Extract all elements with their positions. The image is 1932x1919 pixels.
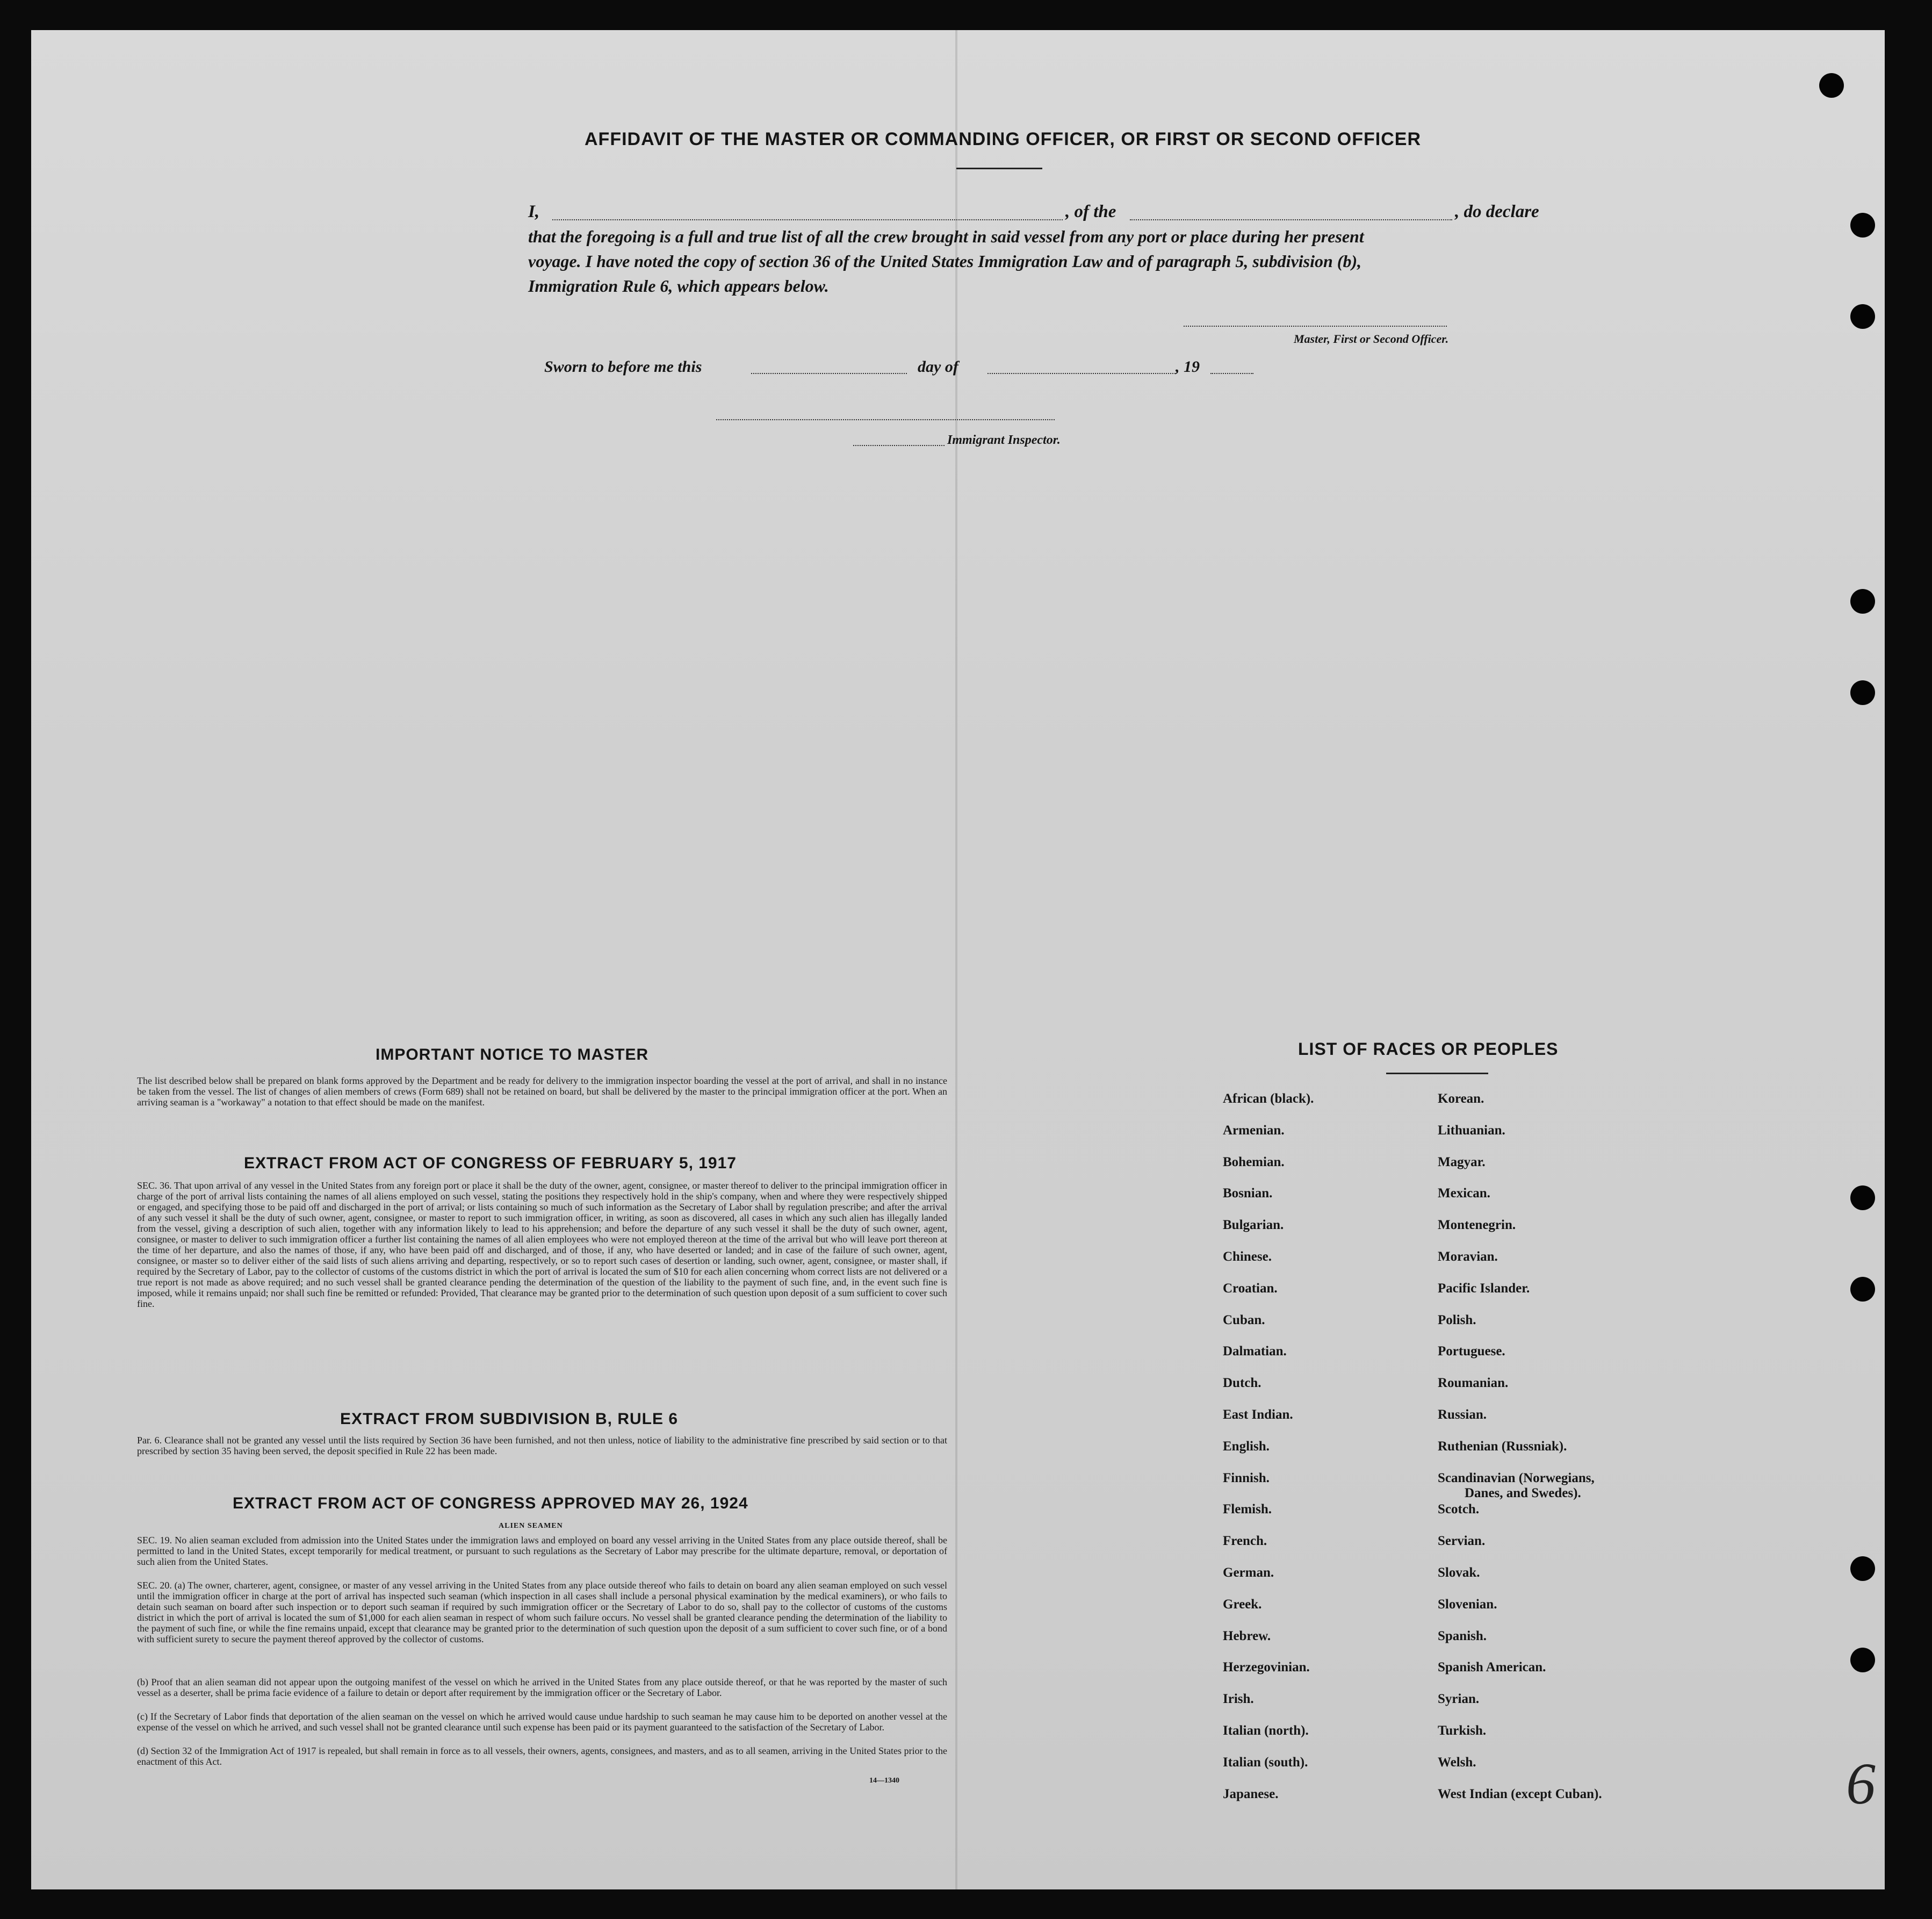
punch-hole [1850, 1648, 1875, 1672]
race-item: Cuban. [1223, 1313, 1265, 1327]
race-item: Hebrew. [1223, 1629, 1271, 1643]
race-item: East Indian. [1223, 1407, 1293, 1422]
extract-1924-sec20a: SEC. 20. (a) The owner, charterer, agent, consignee, or master of any vessel arriving in the United States from any place outside thereof who fails to detain on board any alien seaman employed on such vessel until the immigration officer in charge at the port of arrival has inspected such seaman (which inspection in all cases shall include a personal physical examination by the medical examiners), or who fails to detain such seaman on board after such inspection or to deport such seaman if required by such immigration officer or the Secretary of Labor to do so, shall pay to the collector of customs of the customs district in which the port of arrival is located the sum of $1,000 for each alien seaman in respect of whom such failure occurs. No vessel shall be granted clearance pending the determination of the liability to the payment of such fine, or while the fine remains unpaid, except that clearance may be granted prior to the determination of such question upon the deposit of a sum sufficient to cover such fine, or of a bond with sufficient surety to secure the payment thereof approved by the collector of customs. [137, 1580, 947, 1644]
notice-text: The list described below shall be prepared on blank forms approved by the Department and be ready for delivery to the immigration inspector boarding the vessel at the port of arrival, and shall in no instance be taken from the vessel. The list of changes of alien members of crews (Form 689) shall not be retained on board, but shall be delivered by the master to the principal immigration officer at the port. When an arriving seaman is a "workaway" a notation to that effect should be made on the manifest. [137, 1075, 947, 1108]
affidavit-line-3: voyage. I have noted the copy of section 36 of the United States Immigration Law and of paragraph 5, subdivision (b), [528, 251, 1362, 271]
extract-rule6-title: EXTRACT FROM SUBDIVISION B, RULE 6 [340, 1410, 679, 1428]
race-item: African (black). [1223, 1091, 1314, 1106]
race-item: West Indian (except Cuban). [1438, 1787, 1602, 1801]
race-item: Chinese. [1223, 1249, 1272, 1264]
punch-hole [1819, 73, 1844, 98]
affidavit-line-2: that the foregoing is a full and true list of all the crew brought in said vessel from any port or place during her present [528, 227, 1364, 246]
race-item: German. [1223, 1565, 1274, 1580]
race-item: Lithuanian. [1438, 1123, 1505, 1138]
race-item: Syrian. [1438, 1692, 1480, 1706]
signature-blank[interactable] [1184, 326, 1447, 327]
extract-1924-sec19: SEC. 19. No alien seaman excluded from admission into the United States under the immigration laws and employed on board any vessel arriving in the United States from any place outside thereof, shall be permitted to land in the United States, except temporarily for medical treatment, or pursuant to such regulations as the Secretary of Labor may prescribe for the ultimate departure, removal, or deportation of such alien from the United States. [137, 1535, 947, 1567]
race-item: Korean. [1438, 1091, 1484, 1106]
race-item: Herzegovinian. [1223, 1660, 1310, 1674]
race-item: Armenian. [1223, 1123, 1285, 1138]
race-item: Italian (south). [1223, 1755, 1308, 1770]
name-blank[interactable] [552, 219, 1063, 220]
races-title: LIST OF RACES OR PEOPLES [1298, 1039, 1559, 1059]
sworn-day-of: day of [918, 358, 958, 376]
punch-hole [1850, 1185, 1875, 1210]
race-item: Magyar. [1438, 1155, 1486, 1169]
race-item: Irish. [1223, 1692, 1254, 1706]
affidavit-i: I, [528, 202, 540, 221]
punch-hole [1850, 1556, 1875, 1581]
affidavit-of-the: , of the [1065, 202, 1116, 221]
page-fold [955, 30, 957, 1889]
race-item: Finnish. [1223, 1471, 1270, 1485]
race-item: Spanish. [1438, 1629, 1487, 1643]
race-item: Dalmatian. [1223, 1344, 1287, 1359]
race-item: Bosnian. [1223, 1186, 1273, 1201]
extract-1924-subtitle: ALIEN SEAMEN [499, 1522, 563, 1530]
affidavit-line-4: Immigration Rule 6, which appears below. [528, 276, 829, 296]
punch-hole [1850, 1277, 1875, 1302]
race-item: Moravian. [1438, 1249, 1498, 1264]
race-item: Dutch. [1223, 1376, 1261, 1390]
race-item: Turkish. [1438, 1723, 1487, 1738]
punch-hole [1850, 213, 1875, 238]
handwritten-page-mark: 6 [1846, 1751, 1876, 1816]
race-item: Scandinavian (Norwegians, [1438, 1471, 1595, 1485]
race-item: Flemish. [1223, 1502, 1272, 1516]
sworn-day-blank[interactable] [751, 373, 907, 374]
signature-caption: Master, First or Second Officer. [1294, 332, 1449, 346]
sworn-year-blank[interactable] [1210, 373, 1253, 374]
race-item: Slovak. [1438, 1565, 1480, 1580]
extract-rule6-text: Par. 6. Clearance shall not be granted any vessel until the lists required by Section 36 have been furnished, and not then unless, notice of liability to the administrative fine prescribed by said section or to that prescribed by section 35 having been served, the deposit specified in Rule 22 has been made. [137, 1435, 947, 1456]
race-item: French. [1223, 1534, 1267, 1548]
race-item: Roumanian. [1438, 1376, 1509, 1390]
race-item: Russian. [1438, 1407, 1487, 1422]
race-item: Bohemian. [1223, 1155, 1285, 1169]
affidavit-title: AFFIDAVIT OF THE MASTER OR COMMANDING OFFICER, OR FIRST OR SECOND OFFICER [585, 129, 1421, 149]
punch-hole [1850, 589, 1875, 614]
race-item: Greek. [1223, 1597, 1262, 1612]
extract-1924-sec20b: (b) Proof that an alien seaman did not appear upon the outgoing manifest of the vessel on which he arrived in the United States from any place outside thereof, or that he was reported by the master of such vessel as a deserter, shall be prima facie evidence of a failure to detain or deport after requirement by the immigration officer or the Secretary of Labor. [137, 1677, 947, 1698]
race-item: Welsh. [1438, 1755, 1476, 1770]
sworn-year: , 19 [1176, 358, 1200, 376]
race-item: Danes, and Swedes). [1465, 1486, 1581, 1500]
extract-1924-sec20c: (c) If the Secretary of Labor finds that deportation of the alien seaman on the vessel on which he arrived would cause undue hardship to such seaman he may cause him to be deported on another vessel at the expense of the vessel on which he arrived, and such vessel shall not be granted clearance until such expense has been paid or its payment guaranteed to the satisfaction of the Secretary of Labor. [137, 1711, 947, 1733]
race-item: Bulgarian. [1223, 1218, 1284, 1232]
inspector-blank[interactable] [716, 419, 1055, 420]
vessel-blank[interactable] [1130, 219, 1452, 220]
punch-hole [1850, 304, 1875, 329]
race-item: Mexican. [1438, 1186, 1490, 1201]
race-item: Spanish American. [1438, 1660, 1546, 1674]
race-item: Pacific Islander. [1438, 1281, 1530, 1296]
race-item: Montenegrin. [1438, 1218, 1516, 1232]
extract-1917-text: SEC. 36. That upon arrival of any vessel in the United States from any foreign port or place it shall be the duty of the owner, agent, consignee, or master thereof to deliver to the principal immigration officer in charge of the port of arrival lists containing the names of all aliens employed on such vessel, stating the positions they respectively hold in the ship's company, when and where they were respectively shipped or engaged, and specifying those to be paid off and discharged in the port of arrival; or lists containing so much of such information as the Secretary of Labor shall by regulation prescribe; and after the arrival of any such vessel it shall be the duty of such owner, agent, consignee, or master to report to such immigration officer, in writing, as soon as discovered, all cases in which any such alien has illegally landed from the vessel, giving a description of such alien, together with any information likely to lead to his apprehension; and before the departure of any such vessel it shall be the duty of such owner, agent, consignee, or master to deliver to such immigration officer a further list containing the names of all alien employees who were not employed thereon at the time of the arrival but who will leave port thereon at the time of her departure, and also the names of those, if any, who have been paid off and discharged, and of those, if any, who have deserted or landed; and in case of the failure of such owner, agent, consignee, or master so to deliver either of the said lists of such aliens arriving and departing, respectively, or so to report such cases of desertion or landing, such owner, agent, consignee, or master shall, if required by the Secretary of Labor, pay to the collector of customs of the customs district in which the port of arrival is located the sum of $10 for each alien concerning whom correct lists are not delivered or a true report is not made as above required; and no such vessel shall be granted clearance pending the determination of the question of the liability to the payment of such fine, and, in the event such fine is imposed, while it remains unpaid; nor shall such fine be remitted or refunded: Provided, That clearance may be granted prior to the determination of such question upon deposit of a sum sufficient to cover such fine. [137, 1180, 947, 1309]
sworn-prefix: Sworn to before me this [544, 358, 702, 376]
extract-1924-sec20d: (d) Section 32 of the Immigration Act of 1917 is repealed, but shall remain in force as to all vessels, their owners, agents, consignees, and masters, and as to all seamen, arriving in the United States prior to the enactment of this Act. [137, 1745, 947, 1767]
race-item: Japanese. [1223, 1787, 1279, 1801]
inspector-short-blank [853, 445, 945, 446]
race-item: Servian. [1438, 1534, 1486, 1548]
race-item: Croatian. [1223, 1281, 1278, 1296]
race-item: Portuguese. [1438, 1344, 1505, 1359]
inspector-caption: Immigrant Inspector. [947, 433, 1061, 447]
race-item: Scotch. [1438, 1502, 1480, 1516]
race-item: Italian (north). [1223, 1723, 1309, 1738]
race-item: Ruthenian (Russniak). [1438, 1439, 1567, 1454]
races-rule [1386, 1073, 1488, 1074]
title-rule [956, 168, 1042, 169]
sworn-month-blank[interactable] [987, 373, 1176, 374]
race-item: Polish. [1438, 1313, 1476, 1327]
punch-hole [1850, 680, 1875, 705]
extract-1924-title: EXTRACT FROM ACT OF CONGRESS APPROVED MAY 26, 1924 [233, 1494, 748, 1512]
document-page [31, 30, 1885, 1889]
race-item: Slovenian. [1438, 1597, 1497, 1612]
affidavit-do-declare: , do declare [1455, 202, 1539, 221]
notice-title: IMPORTANT NOTICE TO MASTER [376, 1046, 649, 1063]
extract-1917-title: EXTRACT FROM ACT OF CONGRESS OF FEBRUARY 5, 1917 [244, 1154, 737, 1172]
form-number: 14—1340 [869, 1777, 899, 1785]
race-item: English. [1223, 1439, 1270, 1454]
